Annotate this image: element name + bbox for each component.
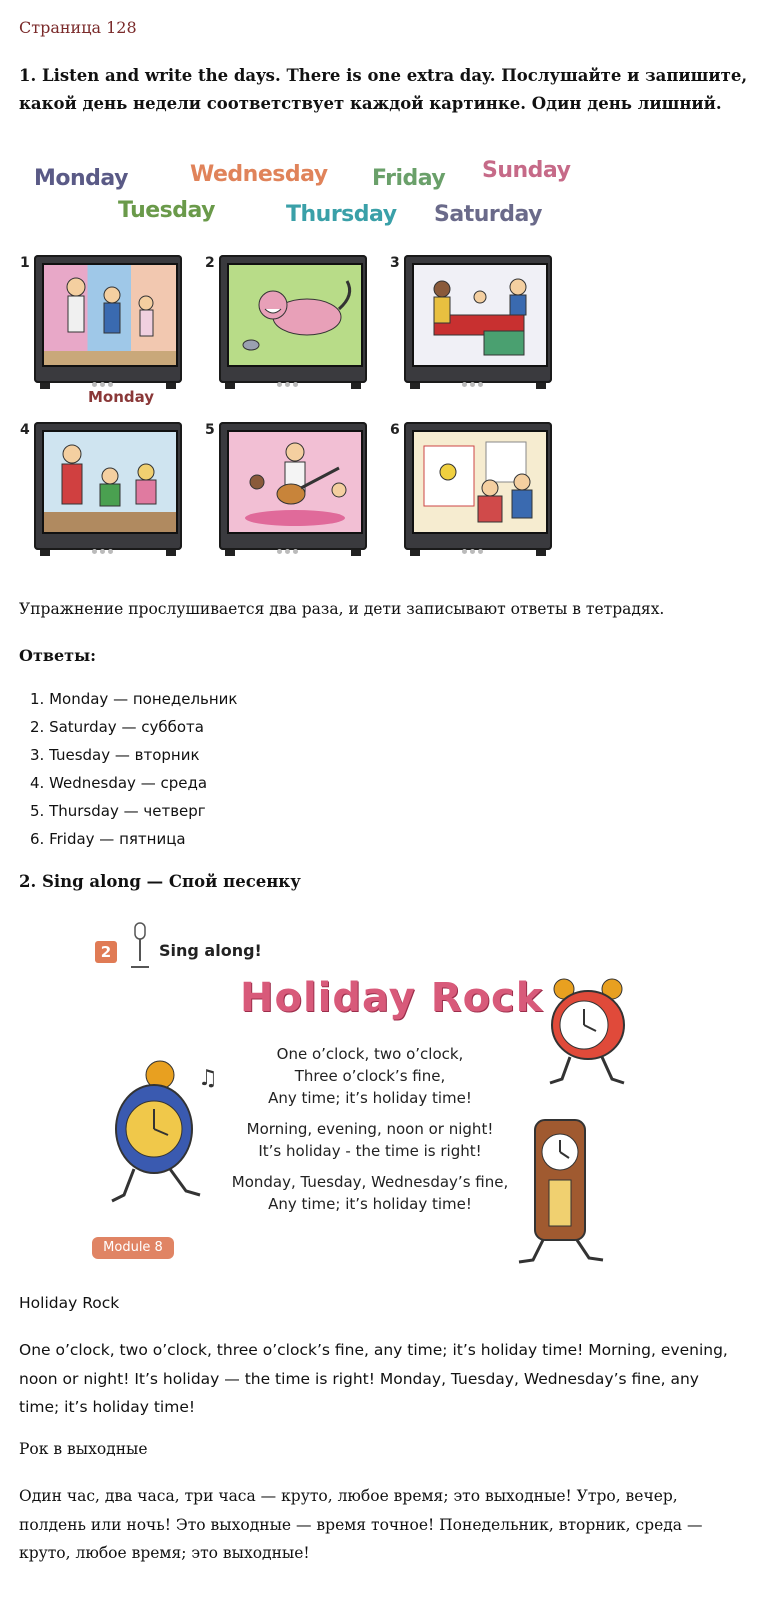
tv-picture-2 [205,255,369,391]
dancing-alarm-clock-icon [90,1055,230,1215]
answers-title: Ответы: [19,646,97,665]
cat-and-mouse-illustration [229,265,361,365]
picture-number: 4 [20,422,30,438]
sing-along-label: Sing along! [159,941,262,960]
tv-picture-3 [390,255,554,391]
lyrics-line: Any time; it’s holiday time! [268,1089,472,1107]
picture-number: 5 [205,422,215,438]
day-word-thursday: Thursday [286,202,397,227]
running-alarm-clock-icon [530,975,640,1095]
lyrics-line: Monday, Tuesday, Wednesday’s fine, [231,1173,509,1191]
song-illustration [85,915,655,1270]
days-word-bank [20,158,580,238]
tv-picture-4 [20,422,184,558]
task-number-badge: 2 [95,941,117,963]
list-item: 3. Tuesday — вторник [30,746,200,764]
list-item: 4. Wednesday — среда [30,774,208,792]
tv-picture-6 [390,422,554,558]
exercise-note: Упражнение прослушивается два раза, и дети записывают ответы в тетрадях. [19,600,665,618]
tv-picture-1 [20,255,184,391]
day-word-sunday: Sunday [482,158,571,183]
tv-picture-5 [205,422,369,558]
example-answer-label: Monday [88,388,155,406]
microphone-icon [125,921,155,973]
guitar-singer-illustration [229,432,361,532]
lyrics-line: Three o’clock’s fine, [294,1067,446,1085]
song-name: Holiday Rock [19,1294,120,1312]
day-word-wednesday: Wednesday [190,162,328,187]
module-badge: Module 8 [92,1237,174,1259]
painting-wall-illustration [414,432,546,532]
lyrics-line: Morning, evening, noon or night! [246,1120,494,1138]
lyrics-line: One o’clock, two o’clock, [276,1045,464,1063]
translation-title: Рок в выходные [19,1440,148,1458]
list-item: 2. Saturday — суббота [30,718,204,736]
song-title: Holiday Rock [240,975,544,1021]
children-playing-illustration [44,432,176,532]
party-illustration [414,265,546,365]
people-meeting-illustration [44,265,176,365]
song-lyrics [225,1043,515,1215]
task1-heading: 1. Listen and write the days. There is one extra day. Послушайте и запишите, какой день недели соответствует каждой картинке. Один день лишний. [19,66,748,113]
page-title: Страница 128 [19,18,137,37]
day-word-tuesday: Tuesday [118,198,216,223]
list-item: 1. Monday — понедельник [30,690,238,708]
list-item: 5. Thursday — четверг [30,802,206,820]
day-word-friday: Friday [372,166,446,191]
task2-heading: 2. Sing along — Спой песенку [19,872,301,891]
song-text: One o’clock, two o’clock, three o’clock’s fine, any time; it’s holiday time! Morning, evening, noon or night! It’s holiday — the time is right! Monday, Tuesday, Wednesday’s fine, any time; it’s holiday time! [19,1341,728,1416]
picture-number: 2 [205,255,215,271]
list-item: 6. Friday — пятница [30,830,186,848]
picture-number: 1 [20,255,30,271]
answers-list [30,688,238,856]
translation-text: Один час, два часа, три часа — круто, любое время; это выходные! Утро, вечер, полдень или ночь! Это выходные — время точное! Понедельник, вторник, среда — круто, любое время; это выходные! [19,1487,703,1562]
lyrics-line: Any time; it’s holiday time! [268,1195,472,1213]
picture-number: 6 [390,422,400,438]
pictures-grid [20,255,580,575]
lyrics-line: It’s holiday - the time is right! [258,1142,482,1160]
picture-number: 3 [390,255,400,271]
day-word-monday: Monday [34,166,128,191]
day-word-saturday: Saturday [434,202,542,227]
svg-text:♫: ♫ [198,1066,218,1091]
grandfather-clock-icon [505,1110,615,1270]
